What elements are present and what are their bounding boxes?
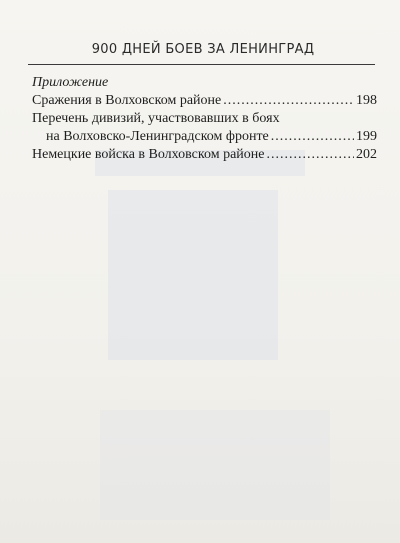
toc-entry (32, 92, 377, 110)
toc-entry-title-line1: Перечень дивизий, участвовавших в боях (32, 111, 280, 126)
toc-entry-title-line2: на Волховско-Ленинградском фронте (46, 129, 269, 144)
toc-entry-page: 199 (356, 129, 377, 144)
header-rule (28, 64, 375, 65)
toc-entry-title: Немецкие войска в Волховском районе (32, 147, 265, 162)
table-of-contents (32, 74, 377, 164)
running-header: 900 ДНЕЙ БОЕВ ЗА ЛЕНИНГРАД (91, 42, 315, 57)
toc-entry-page: 198 (356, 93, 377, 108)
toc-entry-page: 202 (356, 147, 377, 162)
toc-entry (32, 110, 377, 146)
toc-section-title: Приложение (32, 75, 109, 90)
toc-leader-dots (223, 92, 354, 110)
bleed-text-block (100, 410, 330, 520)
toc-entry-continuation (32, 128, 377, 146)
toc-leader-dots (266, 146, 354, 164)
toc-entry-title: Сражения в Волховском районе (32, 93, 222, 108)
toc-entry (32, 146, 377, 164)
toc-leader-dots (271, 128, 354, 146)
bleed-cover-image (108, 190, 278, 360)
